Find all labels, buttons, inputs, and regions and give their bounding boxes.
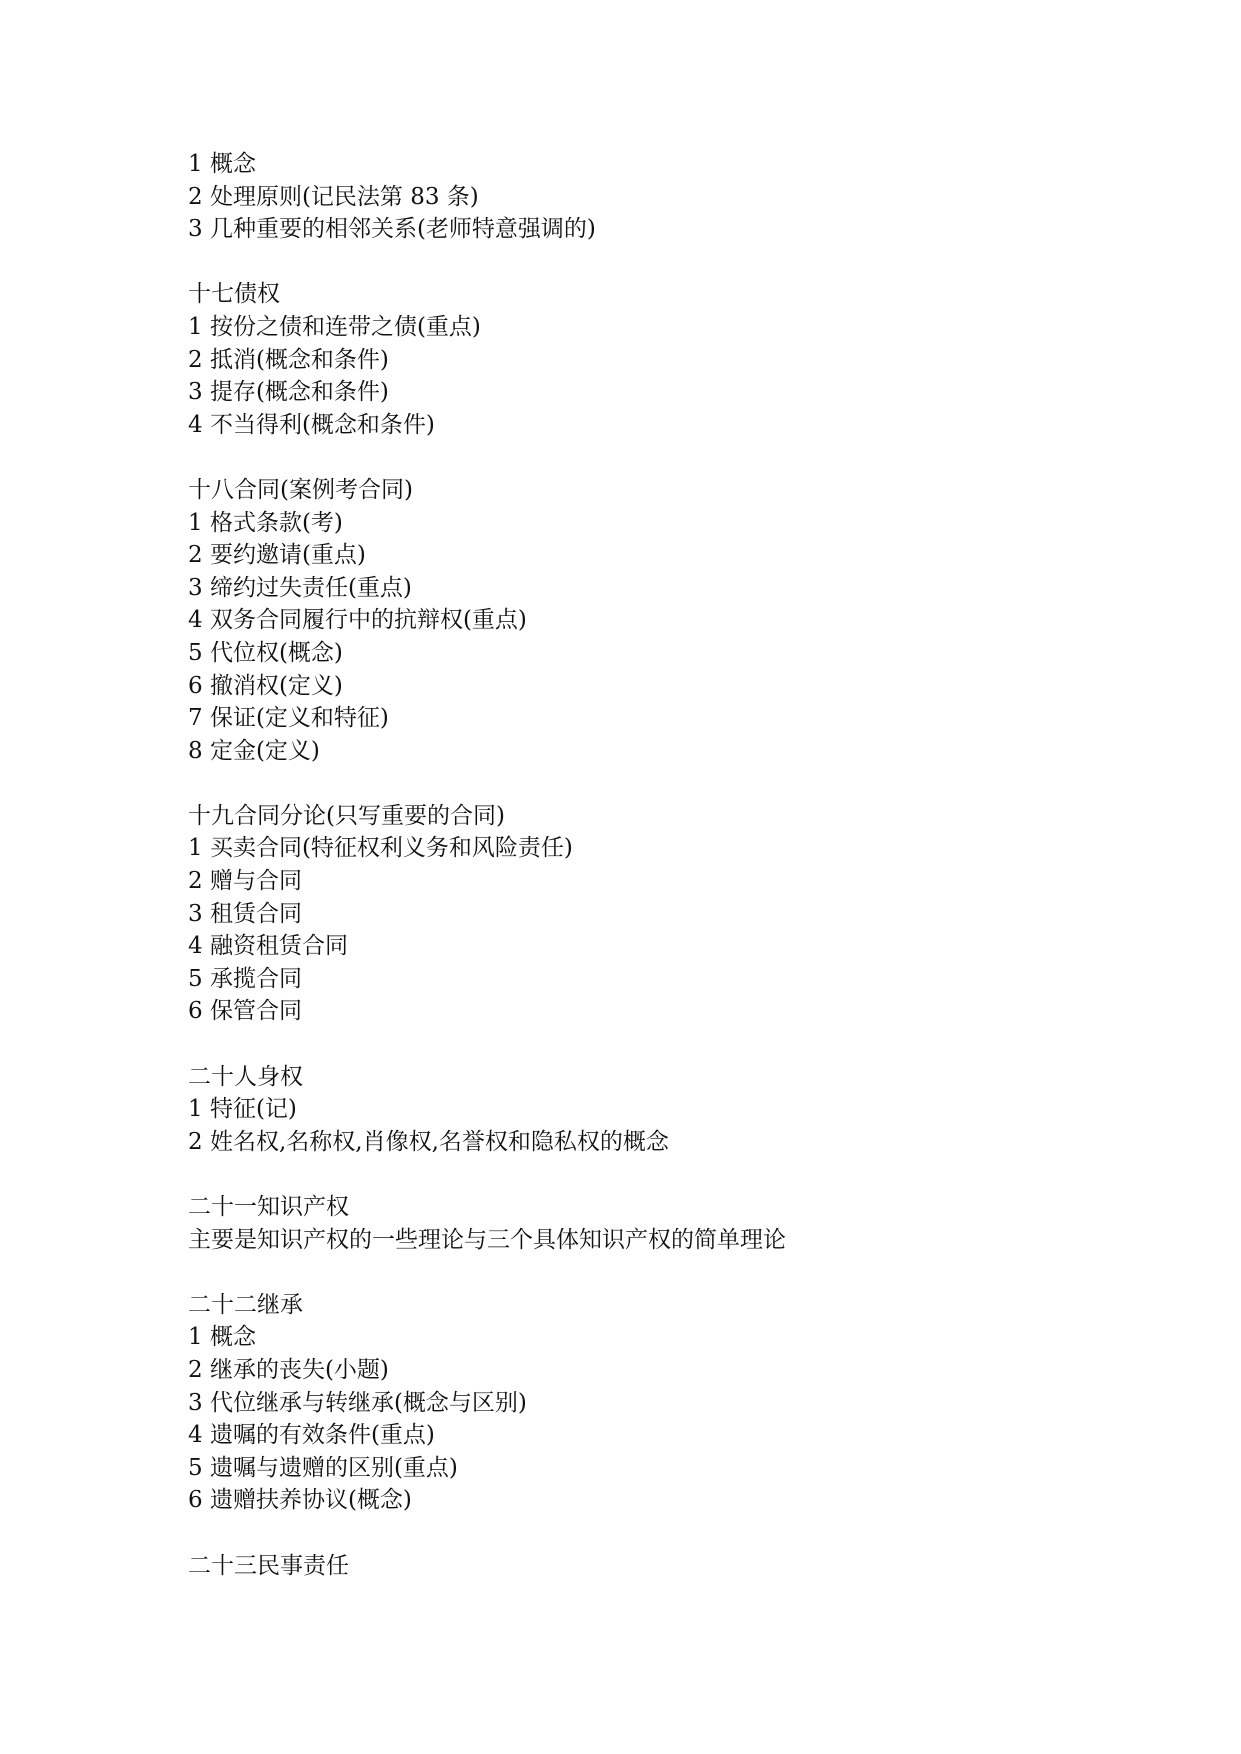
text-line: 7 保证(定义和特征): [188, 705, 389, 732]
text-line: 3 提存(概念和条件): [188, 379, 389, 406]
text-line: 4 双务合同履行中的抗辩权(重点): [188, 607, 527, 634]
section-heading: 十九合同分论(只写重要的合同): [188, 802, 505, 829]
text-line: 3 缔约过失责任(重点): [188, 574, 412, 601]
section-heading: 二十人身权: [188, 1063, 303, 1090]
text-line: 2 处理原则(记民法第 83 条): [188, 183, 479, 210]
section-heading: 二十二继承: [188, 1291, 303, 1318]
text-line: 主要是知识产权的一些理论与三个具体知识产权的简单理论: [188, 1226, 786, 1253]
text-line: 6 遗赠扶养协议(概念): [188, 1487, 412, 1514]
section-heading: 十八合同(案例考合同): [188, 476, 413, 503]
text-line: 8 定金(定义): [188, 737, 320, 764]
text-line: 3 几种重要的相邻关系(老师特意强调的): [188, 216, 596, 243]
text-line: 4 不当得利(概念和条件): [188, 411, 435, 438]
blank-line: [188, 1256, 1148, 1289]
blank-line: [188, 1517, 1148, 1550]
section-heading: 十七债权: [188, 281, 280, 308]
text-line: 2 赠与合同: [188, 868, 302, 895]
text-line: 3 租赁合同: [188, 900, 302, 927]
text-line: 6 保管合同: [188, 998, 302, 1025]
text-line: 5 代位权(概念): [188, 639, 343, 666]
blank-line: [188, 246, 1148, 279]
text-line: 3 代位继承与转继承(概念与区别): [188, 1389, 527, 1416]
blank-line: [188, 441, 1148, 474]
text-line: 2 继承的丧失(小题): [188, 1356, 389, 1383]
text-line: 1 格式条款(考): [188, 509, 343, 536]
text-line: 6 撤消权(定义): [188, 672, 343, 699]
blank-line: [188, 1158, 1148, 1191]
section-heading: 二十三民事责任: [188, 1552, 349, 1579]
blank-line: [188, 1028, 1148, 1061]
document-page: [188, 148, 1148, 1582]
text-line: 5 承揽合同: [188, 965, 302, 992]
text-line: 1 概念: [188, 1324, 256, 1351]
text-line: 1 特征(记): [188, 1096, 297, 1123]
text-line: 2 要约邀请(重点): [188, 542, 366, 569]
text-line: 1 买卖合同(特征权利义务和风险责任): [188, 835, 573, 862]
text-line: 2 抵消(概念和条件): [188, 346, 389, 373]
text-line: 5 遗嘱与遗赠的区别(重点): [188, 1454, 458, 1481]
text-line: 4 遗嘱的有效条件(重点): [188, 1422, 435, 1449]
text-line: 1 概念: [188, 151, 256, 177]
blank-line: [188, 767, 1148, 800]
text-line: 1 按份之债和连带之债(重点): [188, 313, 481, 340]
section-heading: 二十一知识产权: [188, 1194, 349, 1220]
text-line: 4 融资租赁合同: [188, 933, 348, 960]
text-line: 2 姓名权,名称权,肖像权,名誉权和隐私权的概念: [188, 1128, 669, 1155]
